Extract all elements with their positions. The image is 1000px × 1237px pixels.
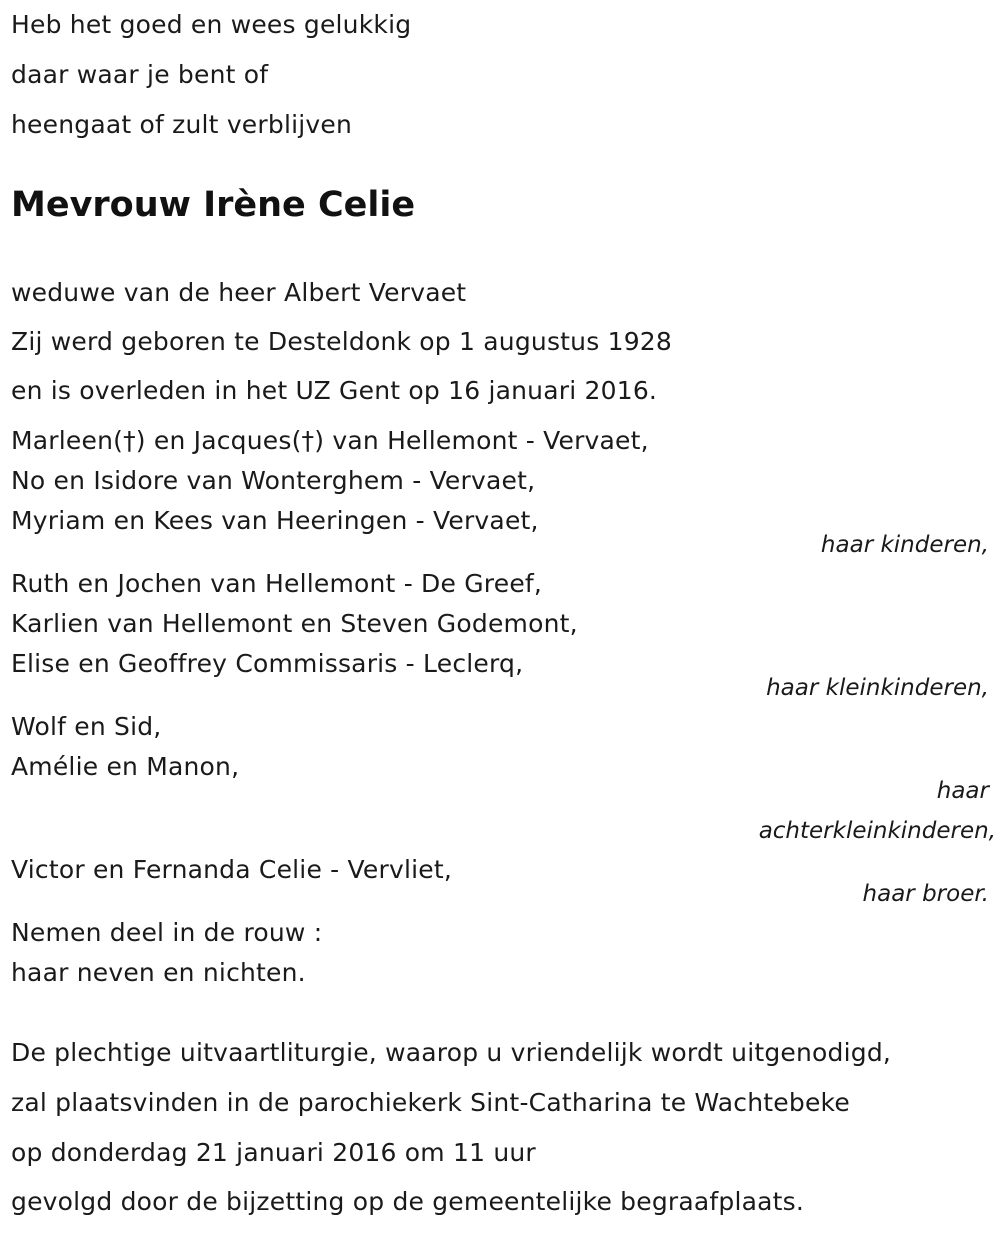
brother-relation: haar broer. (862, 881, 989, 907)
poem-line: daar waar je bent of (11, 60, 269, 89)
brother-name-line: Victor en Fernanda Celie - Vervliet, (11, 855, 452, 884)
funeral-line: De plechtige uitvaartliturgie, waarop u vriendelijk wordt uitgenodigd, (11, 1038, 892, 1067)
deceased-name-title: Mevrouw Irène Celie (11, 185, 416, 225)
poem-line: Heb het goed en wees gelukkig (11, 10, 412, 39)
intro-line: Zij werd geboren te Desteldonk op 1 augustus 1928 (11, 327, 673, 356)
intro-line: en is overleden in het UZ Gent op 16 januari 2016. (11, 376, 658, 405)
child-name-line: No en Isidore van Wonterghem - Vervaet, (11, 466, 536, 495)
mourning-line: Nemen deel in de rouw : (11, 918, 323, 947)
funeral-line: gevolgd door de bijzetting op de gemeentelijke begraafplaats. (11, 1187, 805, 1216)
mourning-line: haar neven en nichten. (11, 958, 306, 987)
intro-line: weduwe van de heer Albert Vervaet (11, 278, 467, 307)
funeral-line: zal plaatsvinden in de parochiekerk Sint-Catharina te Wachtebeke (11, 1088, 850, 1117)
great-grandchild-name-line: Wolf en Sid, (11, 712, 162, 741)
great-grandchild-name-line: Amélie en Manon, (11, 752, 240, 781)
poem-line: heengaat of zult verblijven (11, 110, 352, 139)
children-relation: haar kinderen, (820, 532, 989, 558)
child-name-line: Myriam en Kees van Heeringen - Vervaet, (11, 506, 539, 535)
grandchild-name-line: Ruth en Jochen van Hellemont - De Greef, (11, 569, 543, 598)
great-grandchildren-relation-2: achterkleinkinderen, (758, 818, 996, 844)
funeral-line: op donderdag 21 januari 2016 om 11 uur (11, 1138, 536, 1167)
grandchild-name-line: Karlien van Hellemont en Steven Godemont, (11, 609, 578, 638)
grandchildren-relation: haar kleinkinderen, (766, 675, 989, 701)
great-grandchildren-relation-1: haar (936, 778, 989, 804)
child-name-line: Marleen(†) en Jacques(†) van Hellemont - Vervaet, (11, 426, 649, 455)
grandchild-name-line: Elise en Geoffrey Commissaris - Leclerq, (11, 649, 524, 678)
